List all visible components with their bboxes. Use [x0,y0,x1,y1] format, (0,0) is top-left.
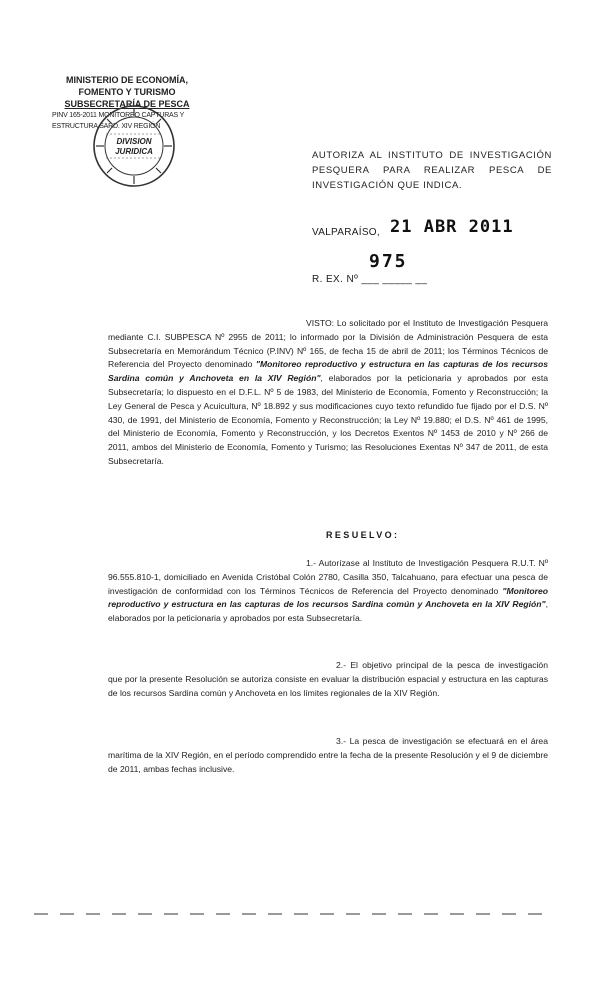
place-label: VALPARAÍSO, [312,227,380,238]
resolution-number-label: R. EX. Nº ___ _____ __ [312,274,428,285]
visto-paragraph [108,317,548,469]
footer-dash-line [34,910,554,918]
subsecretariat-name: SUBSECRETARÍA DE PESCA [64,99,190,109]
reference-line-2: ESTRUCTURA SARD. XIV REGIÓN [52,123,161,130]
ministry-name-2: FOMENTO Y TURISMO [78,87,176,97]
article-1-project-name: "Monitoreo reproductivo y estructura en las capturas de los recursos Sardina común y Anchoveta en la XIV Región" [108,585,548,610]
resuelvo-heading: RESUELVO: [326,530,400,540]
legal-division-seal [92,104,176,188]
article-2: 2.- El objetivo principal de la pesca de investigación que por la presente Resolución se autoriza consiste en evaluar la distribución espacial y estructura en las capturas de los recursos Sardina común y Anchoveta en los límites regionales de la XIV Región. [108,660,548,698]
article-1-text-1: 1.- Autorízase al Instituto de Investigación Pesquera R.U.T. Nº 96.555.810-1, domiciliado en Avenida Cristóbal Colón 2780, Casilla 350, Talcahuano, para efectuar una pesca de investigación de conformidad con los Términos Técnicos de Referencia del Proyecto denominado [108,558,548,596]
visto-project-name: "Monitoreo reproductivo y estructura en las capturas de los recursos Sardina común y Anchoveta en la XIV Región" [108,359,548,384]
visto-text-1: VISTO: Lo solicitado por el Instituto de Investigación Pesquera mediante C.I. SUBPESCA Nº 2955 de 2011; lo informado por la División de Administración Pesquera de esta Subsecretaría en Memorándum Técnico (P.INV) Nº 165, de fecha 15 de abril de 2011; los Términos Técnicos de Referencia del Proyecto denominado [108,318,548,370]
ministry-name: MINISTERIO DE ECONOMÍA, [65,75,188,85]
resolution-subject: AUTORIZA AL INSTITUTO DE INVESTIGACIÓN PESQUERA PARA REALIZAR PESCA DE INVESTIGACIÓN QUE INDICA. [312,150,552,191]
article-1 [108,557,548,626]
article-3: 3.- La pesca de investigación se efectuará en el área marítima de la XIV Región, en el período comprendido entre la fecha de la presente Resolución y el 9 de diciembre de 2011, ambas fechas inclusive. [108,736,548,774]
seal-text-2: JURIDICA [115,147,153,156]
article-1-text-2: , elaborados por la peticionaria y aprobados por esta Subsecretaría. [108,599,548,624]
visto-text-2: , elaborados por la peticionaria y aprobados por esta Subsecretaría; lo dispuesto en el D.F.L. Nº 5 de 1983, del Ministerio de Economía, Fomento y Reconstrucción; la Ley General de Pesca y Acuicultura, Nº 18.892 y sus modificaciones cuyo texto refundido fue fijado por el D.S. Nº 430, de 1991, del Ministerio de Economía, Fomento y Reconstrucción; la Ley Nº 19.880; el D.S. Nº 461 de 1995, del Ministerio de Economía, Fomento y Reconstrucción, y los Decretos Exentos Nº 1453 de 2010 y Nº 266 de 2011, ambos del Ministerio de Economía, Fomento y Turismo; las Resoluciones Exentas Nº 347 de 2011, de esta Subsecretaría. [108,373,548,466]
reference-line-1: PINV 165-2011 MONITOREO CAPTURAS Y [52,112,185,119]
resolution-number: 975 [369,251,408,272]
date-stamp: 21 ABR 2011 [390,217,514,237]
seal-text-1: DIVISION [116,137,152,146]
